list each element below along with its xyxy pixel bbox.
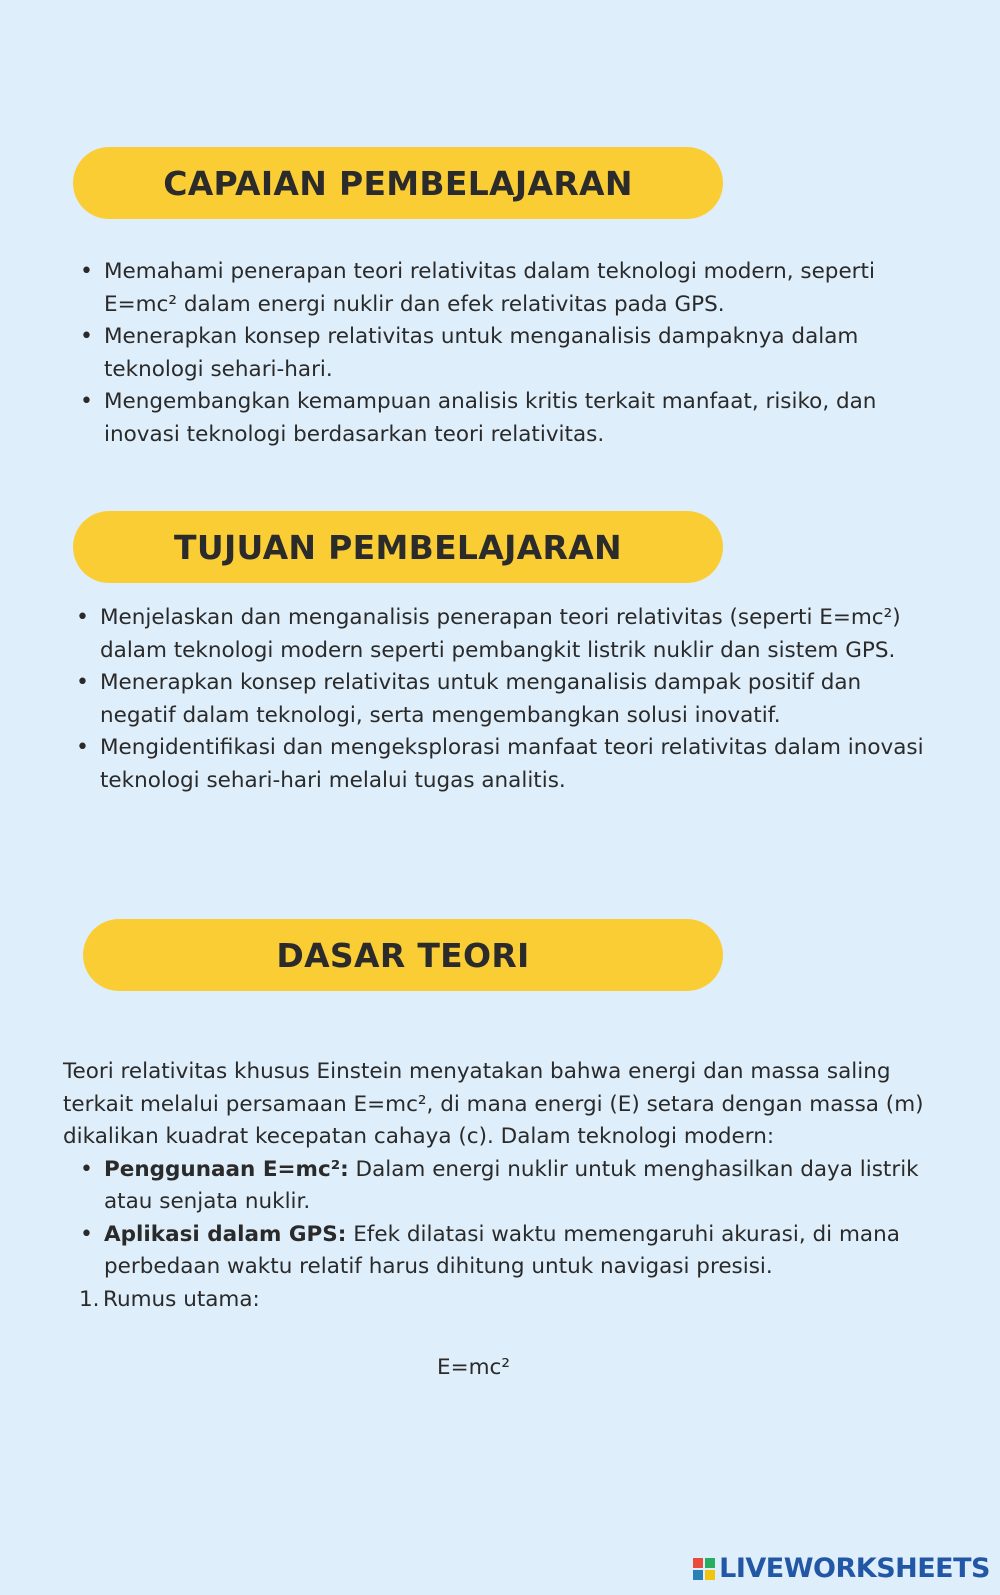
list-item: • Menerapkan konsep relativitas untuk menganalisis dampaknya dalam teknologi sehari-hari. [74, 321, 934, 386]
item-number: 1. [79, 1286, 100, 1312]
dasar-heading [83, 919, 723, 991]
item-label: Penggunaan E=mc²: [104, 1156, 349, 1182]
list-item: • Menerapkan konsep relativitas untuk menganalisis dampak positif dan negatif dalam teknologi, serta mengembangkan solusi inovatif. [70, 667, 930, 732]
capaian-list [74, 256, 934, 451]
liveworksheets-logo [693, 1553, 990, 1584]
capaian-heading [73, 147, 723, 219]
tujuan-list [70, 602, 930, 797]
list-item: • Mengembangkan kemampuan analisis kritis terkait manfaat, risiko, dan inovasi teknologi berdasarkan teori relativitas. [74, 386, 934, 451]
tujuan-heading [73, 511, 723, 583]
tujuan-title: TUJUAN PEMBELAJARAN [174, 527, 622, 567]
item-label: Aplikasi dalam GPS: [104, 1221, 347, 1247]
capaian-title: CAPAIAN PEMBELAJARAN [163, 163, 633, 203]
list-item: • Menjelaskan dan menganalisis penerapan teori relativitas (seperti E=mc²) dalam teknologi modern seperti pembangkit listrik nuklir dan sistem GPS. [70, 602, 930, 667]
list-item: • Mengidentifikasi dan mengeksplorasi manfaat teori relativitas dalam inovasi teknologi sehari-hari melalui tugas analitis. [70, 732, 930, 797]
item-text: Rumus utama: [103, 1286, 260, 1312]
dasar-title: DASAR TEORI [276, 935, 530, 975]
list-item: • Memahami penerapan teori relativitas dalam teknologi modern, seperti E=mc² dalam energi nuklir dan efek relativitas pada GPS. [74, 256, 934, 321]
formula: E=mc² [437, 1355, 510, 1380]
item-text: Dalam energi nuklir untuk menghasilkan daya listrik atau senjata nuklir. [104, 1156, 919, 1214]
item-text: Efek dilatasi waktu memengaruhi akurasi, di mana perbedaan waktu relatif harus dihitung untuk navigasi presisi. [104, 1221, 900, 1279]
list-item [74, 1219, 943, 1284]
numbered-item [79, 1284, 943, 1317]
list-item [74, 1154, 943, 1219]
logo-icon [693, 1558, 715, 1580]
logo-text: LIVEWORKSHEETS [719, 1553, 990, 1584]
dasar-numbered-list [79, 1284, 943, 1317]
dasar-list [74, 1154, 943, 1284]
dasar-intro: Teori relativitas khusus Einstein menyatakan bahwa energi dan massa saling terkait melalui persamaan E=mc², di mana energi (E) setara dengan massa (m) dikalikan kuadrat kecepatan cahaya (c). Dalam teknologi modern: [63, 1059, 924, 1149]
dasar-content [63, 1056, 943, 1316]
